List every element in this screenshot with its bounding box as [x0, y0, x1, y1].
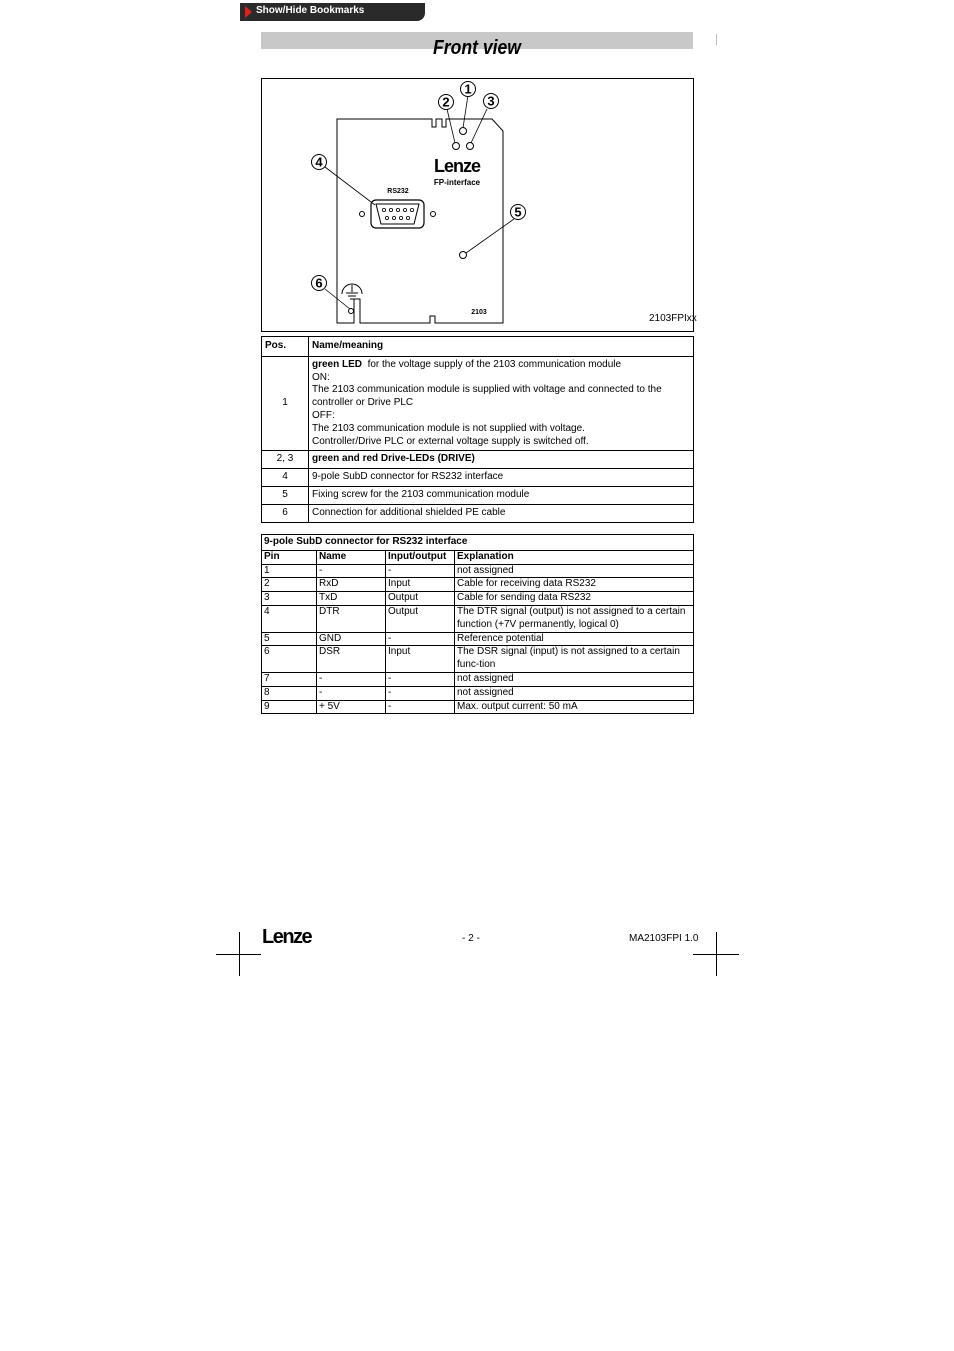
row-meaning: green and red Drive-LEDs (DRIVE) — [309, 451, 694, 469]
position-table — [261, 336, 694, 523]
callout-6 — [312, 276, 327, 291]
io-cell: - — [386, 672, 455, 686]
explanation-cell: not assigned — [455, 564, 694, 578]
bookmarks-label: Show/Hide Bookmarks — [256, 5, 365, 16]
pin-cell: 1 — [262, 564, 317, 578]
pin-cell: 7 — [262, 672, 317, 686]
row-pos: 4 — [262, 469, 309, 487]
explanation-cell: not assigned — [455, 672, 694, 686]
device-brand-text: Lenze — [433, 156, 481, 176]
row-title: green LED — [312, 358, 363, 370]
header-name-meaning: Name/meaning — [309, 337, 694, 357]
name-cell: - — [317, 564, 386, 578]
mount-hole-left — [360, 212, 365, 217]
row-line: OFF: — [312, 409, 335, 421]
pin-cell: 8 — [262, 686, 317, 700]
table-row — [262, 632, 694, 646]
row-pos: 6 — [262, 504, 309, 522]
svg-text:2: 2 — [442, 94, 450, 110]
row-line: Controller/Drive PLC or external voltage supply is switched off. — [312, 435, 589, 447]
io-cell: - — [386, 564, 455, 578]
explanation-cell: The DTR signal (output) is not assigned to a certain function (+7V permanently, logical 0) — [455, 605, 694, 632]
svg-text:1: 1 — [464, 81, 472, 97]
name-cell: RxD — [317, 578, 386, 592]
header-input-output: Input/output — [386, 550, 455, 564]
device-drawing — [262, 79, 693, 331]
header-pin: Pin — [262, 550, 317, 564]
row-pos: 2, 3 — [262, 451, 309, 469]
header-explanation: Explanation — [455, 550, 694, 564]
name-cell: - — [317, 686, 386, 700]
callout-1 — [461, 82, 476, 97]
explanation-cell: Cable for sending data RS232 — [455, 592, 694, 606]
explanation-cell: Reference potential — [455, 632, 694, 646]
header-pos: Pos. — [262, 337, 309, 357]
led-2 — [453, 143, 460, 150]
table-row — [262, 605, 694, 632]
header-name: Name — [317, 550, 386, 564]
name-cell: GND — [317, 632, 386, 646]
table-row — [262, 686, 694, 700]
callout-5 — [511, 205, 526, 220]
page-title: Front view — [432, 37, 521, 59]
name-cell: - — [317, 672, 386, 686]
name-cell: DTR — [317, 605, 386, 632]
row-meaning: 9-pole SubD connector for RS232 interface — [309, 469, 694, 487]
svg-text:Lenze: Lenze — [262, 926, 312, 947]
io-cell: - — [386, 632, 455, 646]
fixing-screw — [460, 252, 467, 259]
lenze-logo — [262, 925, 322, 947]
table-row — [262, 564, 694, 578]
svg-text:3: 3 — [487, 93, 495, 109]
row-line: The 2103 communication module is supplied with voltage and connected to the controller or Drive PLC — [312, 384, 662, 409]
table-title-row — [262, 535, 694, 551]
page-number: - 2 - — [462, 933, 480, 944]
show-hide-bookmarks-button[interactable] — [240, 3, 425, 21]
row-title-rest: for the voltage supply of the 2103 communication module — [367, 358, 622, 370]
row-meaning: Connection for additional shielded PE cable — [309, 504, 694, 522]
io-cell: - — [386, 686, 455, 700]
device-number-text: 2103 — [471, 309, 487, 316]
figure-caption: 2103FPIxx — [649, 313, 697, 324]
row-pos: 1 — [262, 356, 309, 451]
explanation-cell: The DSR signal (input) is not assigned to a certain func-tion — [455, 646, 694, 673]
table-row — [262, 700, 694, 714]
explanation-cell: Cable for receiving data RS232 — [455, 578, 694, 592]
explanation-cell: not assigned — [455, 686, 694, 700]
table-row — [262, 592, 694, 606]
svg-text:6: 6 — [315, 275, 323, 291]
row-line: The 2103 communication module is not supplied with voltage. — [312, 422, 585, 434]
pin-table — [261, 534, 694, 714]
io-cell: Output — [386, 605, 455, 632]
row-meaning: Fixing screw for the 2103 communication module — [309, 486, 694, 504]
mount-hole-right — [431, 212, 436, 217]
row-meaning — [309, 356, 694, 451]
callout-4 — [312, 155, 327, 170]
io-cell: - — [386, 700, 455, 714]
svg-text:4: 4 — [315, 154, 323, 170]
explanation-cell: Max. output current: 50 mA — [455, 700, 694, 714]
callout-3 — [484, 94, 499, 109]
io-cell: Output — [386, 592, 455, 606]
pin-cell: 6 — [262, 646, 317, 673]
document-id: MA2103FPI 1.0 — [629, 933, 699, 944]
triangle-right-icon — [245, 6, 252, 18]
pin-cell: 5 — [262, 632, 317, 646]
pin-cell: 3 — [262, 592, 317, 606]
table-row — [262, 451, 694, 469]
table-row — [262, 356, 694, 451]
table-row — [262, 672, 694, 686]
table-row — [262, 646, 694, 673]
name-cell: DSR — [317, 646, 386, 673]
io-cell: Input — [386, 578, 455, 592]
table-row — [262, 578, 694, 592]
row-line: ON: — [312, 371, 330, 383]
margin-mark — [716, 34, 717, 45]
connector-label-text: RS232 — [387, 188, 409, 195]
name-cell: + 5V — [317, 700, 386, 714]
table-row — [262, 486, 694, 504]
pin-cell: 4 — [262, 605, 317, 632]
table-row — [262, 504, 694, 522]
io-cell: Input — [386, 646, 455, 673]
row-pos: 5 — [262, 486, 309, 504]
front-view-figure — [261, 78, 694, 332]
pe-connection — [349, 309, 354, 314]
svg-text:5: 5 — [514, 204, 522, 220]
crop-mark-left-horizontal — [216, 954, 261, 955]
table-header-row — [262, 337, 694, 357]
name-cell: TxD — [317, 592, 386, 606]
table-row — [262, 469, 694, 487]
device-subtitle-text: FP-interface — [433, 178, 481, 187]
led-3 — [467, 143, 474, 150]
crop-mark-right-horizontal — [693, 954, 739, 955]
callout-2 — [439, 95, 454, 110]
pin-cell: 9 — [262, 700, 317, 714]
pin-cell: 2 — [262, 578, 317, 592]
pin-table-title: 9-pole SubD connector for RS232 interface — [262, 535, 694, 551]
table-header-row — [262, 550, 694, 564]
led-1 — [460, 128, 467, 135]
